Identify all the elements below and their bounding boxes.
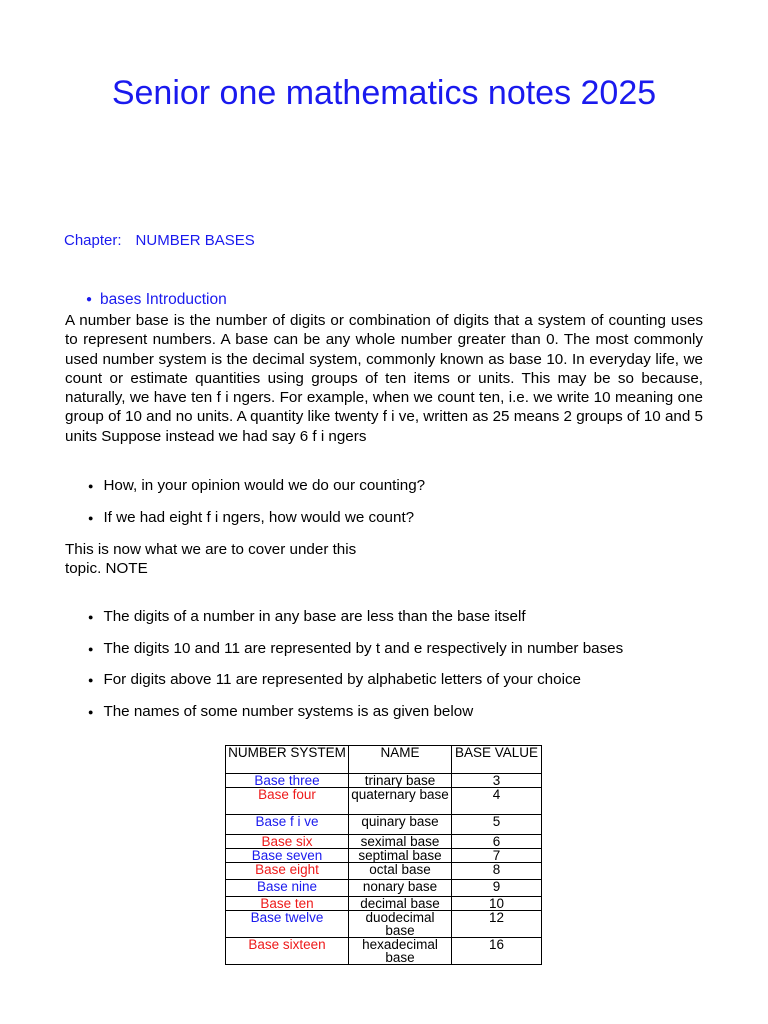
list-item: ● The digits of a number in any base are less than the base itself <box>88 608 526 626</box>
cell-number-system: Base three <box>226 774 349 788</box>
page-title: Senior one mathematics notes 2025 <box>111 74 657 112</box>
cell-number-system: Base six <box>226 835 349 849</box>
list-item: ● If we had eight f i ngers, how would we count? <box>88 508 415 526</box>
list-item: ● The names of some number systems is as given below <box>88 702 474 720</box>
intro-paragraph: A number base is the number of digits or combination of digits that a system of counting uses to represent numbers. A base can be any whole number greater than 0. The most commonly used number system is the decimal system, commonly known as base 10. In everyday life, we count or estimate quantities using groups of ten items or units. This may be so because, naturally, we have ten f i ngers. For example, when we count ten, i.e. we write 10 meaning one group of 10 and no units. A quantity like twenty f i ve, written as 25 means 2 groups of 10 and 5 units Suppose instead we had say 6 f i ngers <box>65 312 703 445</box>
cover-text: This is now what we are to cover under this topic. NOTE <box>65 541 357 577</box>
table-row <box>226 911 542 938</box>
chapter-label: Chapter: <box>64 232 122 249</box>
cell-base-value: 10 <box>452 897 542 911</box>
header-number-system: NUMBER SYSTEM <box>226 746 349 774</box>
table-header-row <box>226 746 542 774</box>
bullet-icon: ● <box>88 512 94 523</box>
header-base-value: BASE VALUE <box>452 746 542 774</box>
cell-base-value: 4 <box>452 788 542 815</box>
cell-number-system: Base ten <box>226 897 349 911</box>
cell-base-value: 12 <box>452 911 542 938</box>
cell-number-system: Base eight <box>226 863 349 880</box>
table-row <box>226 938 542 965</box>
table-row <box>226 815 542 835</box>
cell-base-value: 16 <box>452 938 542 965</box>
bullet-icon: ● <box>88 643 94 654</box>
bullet-icon: ● <box>88 481 94 491</box>
cell-number-system: Base twelve <box>226 911 349 938</box>
cell-base-value: 5 <box>452 815 542 835</box>
note-list <box>88 608 623 734</box>
cell-number-system: Base nine <box>226 880 349 897</box>
table-row <box>226 863 542 880</box>
cell-name: octal base <box>349 863 452 880</box>
bullet-icon: ● <box>88 706 94 717</box>
cell-name: trinary base <box>349 774 452 788</box>
cell-number-system: Base f i ve <box>226 815 349 835</box>
section-heading <box>86 291 227 309</box>
cell-name: seximal base <box>349 835 452 849</box>
table-row <box>226 835 542 849</box>
table-row <box>226 788 542 815</box>
cell-name: decimal base <box>349 897 452 911</box>
number-systems-table <box>225 745 542 965</box>
cell-base-value: 6 <box>452 835 542 849</box>
table-row <box>226 774 542 788</box>
cell-number-system: Base four <box>226 788 349 815</box>
list-item: ● The digits 10 and 11 are represented by t and e respectively in number bases <box>88 639 624 657</box>
cell-name: septimal base <box>349 849 452 863</box>
bullet-icon: ● <box>88 612 94 622</box>
cell-name: nonary base <box>349 880 452 897</box>
bullet-icon: ● <box>86 294 93 306</box>
question-list <box>88 477 425 540</box>
cell-name: quaternary base <box>349 788 452 815</box>
list-item: ● How, in your opinion would we do our counting? <box>88 477 426 495</box>
cell-name: duodecimal base <box>349 911 452 938</box>
chapter-heading <box>64 232 255 249</box>
cell-name: hexadecimal base <box>349 938 452 965</box>
section-heading-text: bases Introduction <box>100 291 227 308</box>
cell-base-value: 3 <box>452 774 542 788</box>
header-name: NAME <box>349 746 452 774</box>
cell-number-system: Base sixteen <box>226 938 349 965</box>
cell-base-value: 9 <box>452 880 542 897</box>
table-row <box>226 880 542 897</box>
cell-base-value: 8 <box>452 863 542 880</box>
chapter-name: NUMBER BASES <box>135 232 255 249</box>
cell-number-system: Base seven <box>226 849 349 863</box>
cell-name: quinary base <box>349 815 452 835</box>
cell-base-value: 7 <box>452 849 542 863</box>
bullet-icon: ● <box>88 675 94 685</box>
table-row <box>226 849 542 863</box>
table-row <box>226 897 542 911</box>
list-item: ● For digits above 11 are represented by alphabetic letters of your choice <box>88 671 581 689</box>
